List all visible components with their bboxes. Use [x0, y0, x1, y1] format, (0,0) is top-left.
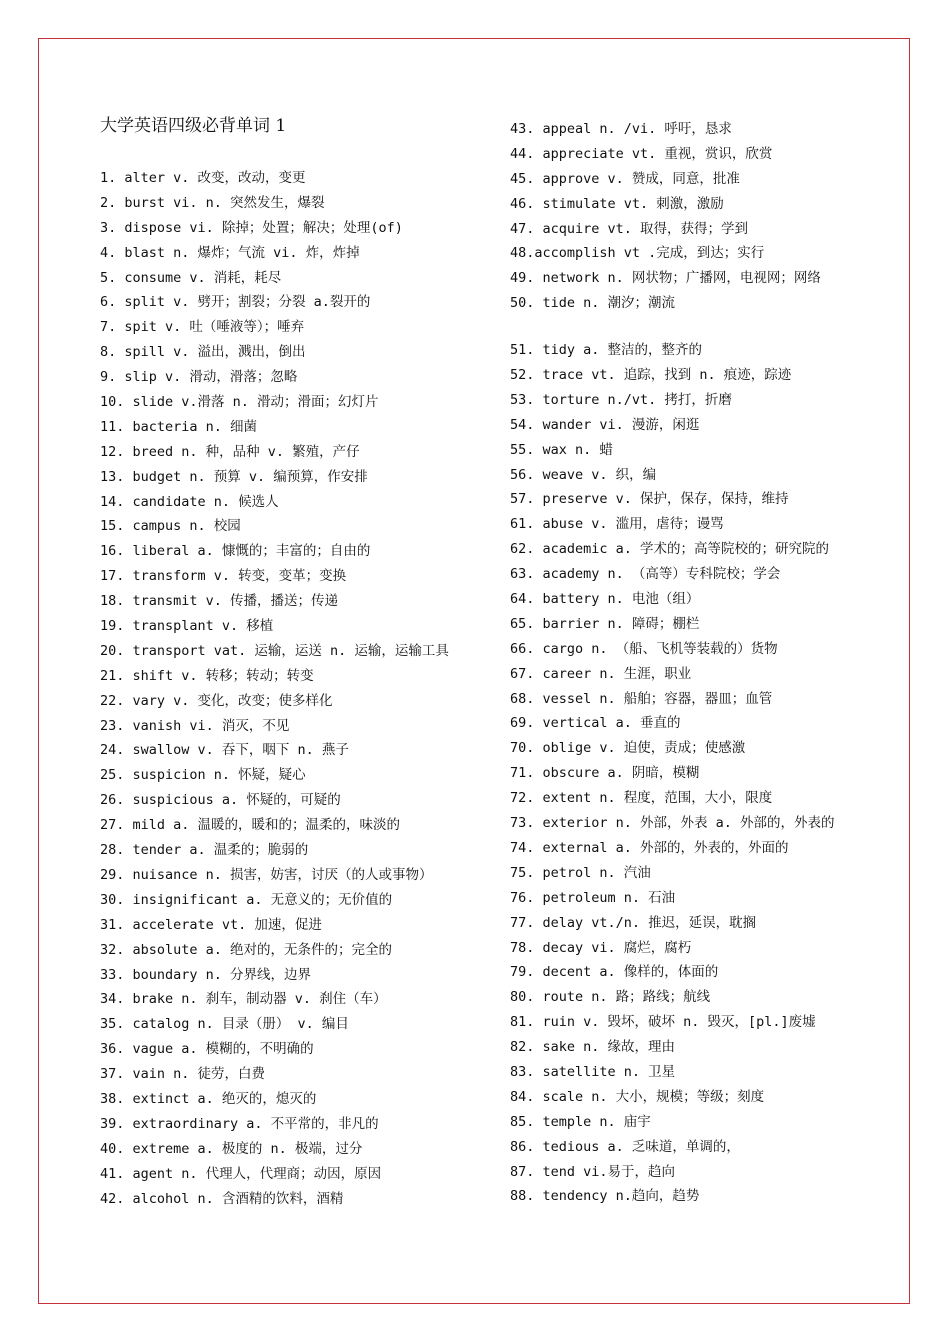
vocab-entry: 30. insignificant a. 无意义的；无价值的 [100, 891, 393, 908]
vocab-entry: 21. shift v. 转移；转动；转变 [100, 667, 314, 684]
vocab-entry: 27. mild a. 温暖的，暖和的；温柔的，味淡的 [100, 817, 401, 834]
vocab-entry: 88. tendency n.趋向，趋势 [510, 1188, 700, 1205]
vocab-entry: 74. external a. 外部的，外表的，外面的 [510, 839, 789, 856]
vocab-entry: 38. extinct a. 绝灭的，熄灭的 [100, 1090, 317, 1107]
vocab-entry: 45. approve v. 赞成，同意，批准 [510, 170, 740, 187]
vocab-entry: 28. tender a. 温柔的；脆弱的 [100, 842, 309, 859]
vocab-entry: 3. dispose vi. 除掉；处置；解决；处理(of) [100, 219, 403, 236]
vocab-entry: 63. academy n. （高等）专科院校；学会 [510, 566, 781, 583]
vocab-entry: 15. campus n. 校园 [100, 518, 241, 535]
vocab-entry: 5. consume v. 消耗，耗尽 [100, 269, 282, 286]
vocab-entry: 22. vary v. 变化，改变；使多样化 [100, 692, 333, 709]
vocab-entry: 8. spill v. 溢出，溅出，倒出 [100, 344, 306, 361]
vocab-entry: 29. nuisance n. 损害，妨害，讨厌（的人或事物） [100, 866, 433, 883]
vocab-entry: 72. extent n. 程度，范围，大小，限度 [510, 790, 773, 807]
vocab-entry: 86. tedious a. 乏味道，单调的， [510, 1138, 740, 1155]
vocab-entry: 75. petrol n. 汽油 [510, 864, 651, 881]
vocab-entry: 34. brake n. 刹车，制动器 v. 刹住（车） [100, 991, 387, 1008]
vocab-entry: 70. oblige v. 迫使，责成；使感激 [510, 740, 746, 757]
vocab-entry: 16. liberal a. 慷慨的；丰富的；自由的 [100, 543, 371, 560]
vocab-entry: 76. petroleum n. 石油 [510, 889, 676, 906]
vocab-entry: 73. exterior n. 外部，外表 a. 外部的，外表的 [510, 815, 835, 832]
vocab-entry: 4. blast n. 爆炸；气流 vi. 炸，炸掉 [100, 244, 360, 261]
vocab-entry: 85. temple n. 庙宇 [510, 1113, 651, 1130]
vocab-entry: 11. bacteria n. 细菌 [100, 418, 258, 435]
vocab-entry: 10. slide v.滑落 n. 滑动；滑面；幻灯片 [100, 394, 379, 411]
vocab-entry: 43. appeal n. /vi. 呼吁，恳求 [510, 121, 732, 137]
vocab-entry: 79. decent a. 像样的，体面的 [510, 964, 719, 981]
vocab-entry: 41. agent n. 代理人，代理商；动因，原因 [100, 1165, 382, 1182]
vocab-entry: 13. budget n. 预算 v. 编预算，作安排 [100, 468, 368, 485]
vocab-entry: 80. route n. 路；路线；航线 [510, 989, 711, 1006]
vocab-entry: 17. transform v. 转变，变革；变换 [100, 568, 347, 585]
vocab-entry: 47. acquire vt. 取得，获得；学到 [510, 220, 749, 237]
vocab-entry: 62. academic a. 学术的；高等院校的；研究院的 [510, 541, 830, 558]
vocab-entry: 51. tidy a. 整洁的，整齐的 [510, 342, 703, 359]
right-column [510, 117, 890, 1209]
vocab-entry: 25. suspicion n. 怀疑，疑心 [100, 767, 306, 784]
vocab-entry: 67. career n. 生涯，职业 [510, 665, 692, 682]
vocab-entry: 44. appreciate vt. 重视，赏识，欣赏 [510, 145, 773, 162]
vocab-entry: 36. vague a. 模糊的，不明确的 [100, 1041, 314, 1058]
vocab-entry: 2. burst vi. n. 突然发生，爆裂 [100, 194, 325, 211]
vocab-entry: 18. transmit v. 传播，播送；传递 [100, 593, 339, 610]
vocab-entry: 1. alter v. 改变，改动，变更 [100, 170, 306, 186]
vocab-entry: 87. tend vi.易于，趋向 [510, 1163, 676, 1180]
vocab-entry: 33. boundary n. 分界线，边界 [100, 966, 312, 983]
vocab-entry: 35. catalog n. 目录（册） v. 编目 [100, 1016, 349, 1033]
vocab-list-right-bottom [510, 338, 890, 1209]
vocab-entry: 61. abuse v. 滥用，虐待；谩骂 [510, 516, 724, 533]
vocab-entry: 84. scale n. 大小，规模；等级；刻度 [510, 1088, 765, 1105]
vocab-entry: 65. barrier n. 障碍；棚栏 [510, 615, 700, 632]
vocab-entry: 24. swallow v. 吞下，咽下 n. 燕子 [100, 742, 349, 759]
vocab-entry: 52. trace vt. 追踪，找到 n. 痕迹，踪迹 [510, 367, 792, 384]
section-gap [510, 316, 890, 338]
vocab-entry: 69. vertical a. 垂直的 [510, 715, 681, 732]
vocab-list-right-top [510, 117, 890, 316]
vocab-entry: 7. spit v. 吐（唾液等）；唾弃 [100, 319, 305, 336]
vocab-entry: 78. decay vi. 腐烂，腐朽 [510, 939, 692, 956]
vocab-entry: 56. weave v. 织，编 [510, 466, 657, 483]
vocab-entry: 83. satellite n. 卫星 [510, 1063, 676, 1080]
vocab-entry: 71. obscure a. 阴暗，模糊 [510, 765, 700, 782]
vocab-entry: 32. absolute a. 绝对的，无条件的；完全的 [100, 941, 393, 958]
vocab-entry: 23. vanish vi. 消灭，不见 [100, 717, 290, 734]
vocab-entry: 12. breed n. 种，品种 v. 繁殖，产仔 [100, 443, 360, 460]
document-title: 大学英语四级必背单词 1 [100, 116, 287, 136]
vocab-entry: 26. suspicious a. 怀疑的，可疑的 [100, 792, 341, 809]
vocab-entry: 46. stimulate vt. 刺激，激励 [510, 195, 724, 212]
vocab-entry: 68. vessel n. 船舶；容器，器皿；血管 [510, 690, 773, 707]
vocab-list-left [100, 166, 500, 1211]
vocab-entry: 81. ruin v. 毁坏，破坏 n. 毁灭，[pl.]废墟 [510, 1014, 816, 1031]
vocab-entry: 20. transport vat. 运输，运送 n. 运输，运输工具 [100, 642, 449, 659]
left-column [100, 116, 500, 1211]
vocab-entry: 82. sake n. 缘故，理由 [510, 1039, 676, 1056]
vocab-entry: 37. vain n. 徒劳，白费 [100, 1066, 266, 1083]
vocab-entry: 6. split v. 劈开；割裂；分裂 a.裂开的 [100, 294, 371, 311]
vocab-entry: 53. torture n./vt. 拷打，折磨 [510, 391, 732, 408]
vocab-entry: 77. delay vt./n. 推迟，延误，耽搁 [510, 914, 757, 931]
vocab-entry: 57. preserve v. 保护，保存，保持，维持 [510, 491, 789, 508]
vocab-entry: 31. accelerate vt. 加速，促进 [100, 916, 322, 933]
vocab-entry: 64. battery n. 电池（组） [510, 591, 700, 608]
vocab-entry: 50. tide n. 潮汐；潮流 [510, 295, 676, 312]
vocab-entry: 54. wander vi. 漫游，闲逛 [510, 416, 700, 433]
vocab-entry: 14. candidate n. 候选人 [100, 493, 279, 510]
vocab-entry: 66. cargo n. （船、飞机等装载的）货物 [510, 640, 778, 657]
vocab-entry: 19. transplant v. 移植 [100, 618, 274, 635]
vocab-entry: 42. alcohol n. 含酒精的饮料，酒精 [100, 1190, 344, 1207]
vocab-entry: 40. extreme a. 极度的 n. 极端，过分 [100, 1140, 363, 1157]
vocab-entry: 55. wax n. 蜡 [510, 441, 613, 458]
vocab-entry: 39. extraordinary a. 不平常的，非凡的 [100, 1115, 379, 1132]
vocab-entry: 9. slip v. 滑动，滑落；忽略 [100, 369, 298, 386]
vocab-entry: 48.accomplish vt .完成，到达；实行 [510, 245, 765, 262]
vocab-entry: 49. network n. 网状物；广播网，电视网；网络 [510, 270, 821, 287]
